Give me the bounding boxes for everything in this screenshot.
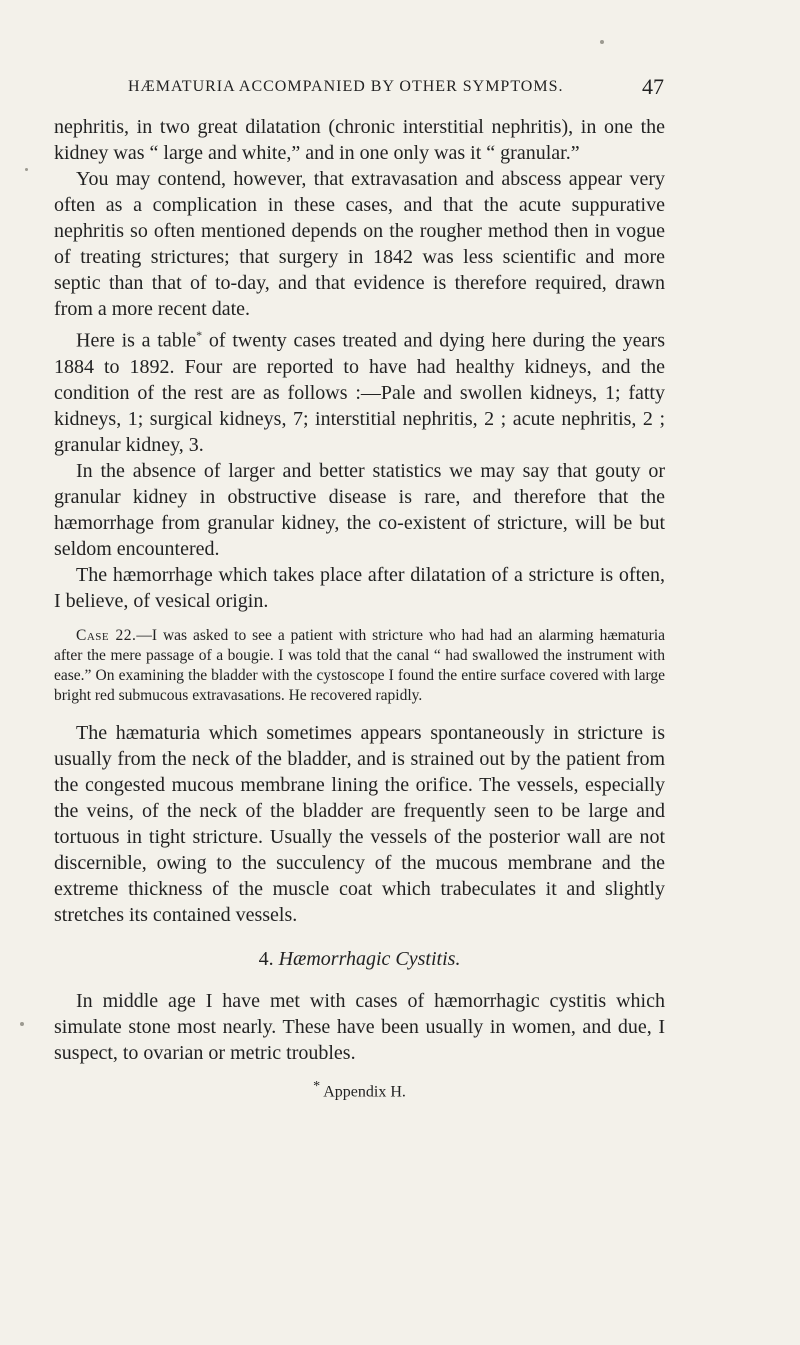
section-title: Hæmorrhagic Cystitis. — [278, 947, 461, 970]
paragraph-2: You may contend, however, that extravasation and abscess appear very often as a complication in these cases, and that the acute suppurative nephritis so often mentioned depends on the rougher method then in vogue of treating strictures; that surgery in 1842 was less scientific and more septic than that of to-day, and that evidence is therefore required, drawn from a more recent date. — [54, 168, 665, 320]
paragraph-5: The hæmorrhage which takes place after dilatation of a stricture is often, I believe, of vesical origin. — [54, 563, 665, 612]
main-text — [54, 114, 665, 1105]
paragraph-1: nephritis, in two great dilatation (chronic interstitial nephritis), in one the kidney was “ large and white,” and in one only was it “ granular.” — [54, 116, 665, 164]
page-number: 47 — [642, 74, 664, 99]
paragraph-3 — [54, 322, 665, 458]
paper-speck — [20, 1022, 24, 1026]
footnote — [54, 1074, 665, 1105]
case-text: —I was asked to see a patient with stricture who had had an alarming hæmaturia after the mere passage of a bougie. I was told that the canal “ had swallowed the instrument with ease.” On examining the bladder with the cystoscope I found the entire surface covered with large bright red submucous extravasations. He recovered rapidly. — [54, 626, 665, 704]
case-report — [54, 626, 665, 706]
footnote-marker: * — [313, 1078, 321, 1094]
paragraph-4: In the absence of larger and better statistics we may say that gouty or granular kidney in obstructive disease is rare, and therefore that the hæmorrhage from granular kidney, the co-existent of stricture, will be but seldom encountered. — [54, 459, 665, 560]
paper-speck — [25, 168, 28, 171]
paragraph-3-rest: of twenty cases treated and dying here during the years 1884 to 1892. Four are reported to have had healthy kidneys, and the condition of the rest are as follows :—Pale and swollen kidneys, 1; fatty kidneys, 1; surgical kidneys, 7; interstitial nephritis, 2 ; acute nephritis, 2 ; granular kidney, 3. — [54, 329, 665, 456]
footnote-reference: * — [196, 328, 203, 342]
section-number: 4. — [258, 947, 274, 970]
paragraph-3-start: Here is a table — [76, 329, 197, 352]
section-heading — [54, 946, 665, 972]
footnote-text: Appendix H. — [323, 1082, 406, 1100]
paragraph-6: The hæmaturia which sometimes appears spontaneously in stricture is usually from the neck of the bladder, and is strained out by the patient from the congested mucous membrane lining the orifice. The vessels, especially the veins, of the neck of the bladder are frequently seen to be large and tortuous in tight stricture. Usually the vessels of the posterior wall are not discernible, owing to the succulency of the mucous membrane and the extreme thickness of the muscle coat which trabeculates it and slightly stretches its contained vessels. — [54, 721, 665, 926]
paragraph-7: In middle age I have met with cases of hæmorrhagic cystitis which simulate stone most nearly. These have been usually in women, and due, I suspect, to ovarian or metric troubles. — [54, 989, 665, 1064]
case-label: Case 22. — [76, 626, 137, 644]
paper-speck — [600, 40, 604, 44]
running-title: HÆMATURIA ACCOMPANIED BY OTHER SYMPTOMS. — [128, 78, 564, 95]
